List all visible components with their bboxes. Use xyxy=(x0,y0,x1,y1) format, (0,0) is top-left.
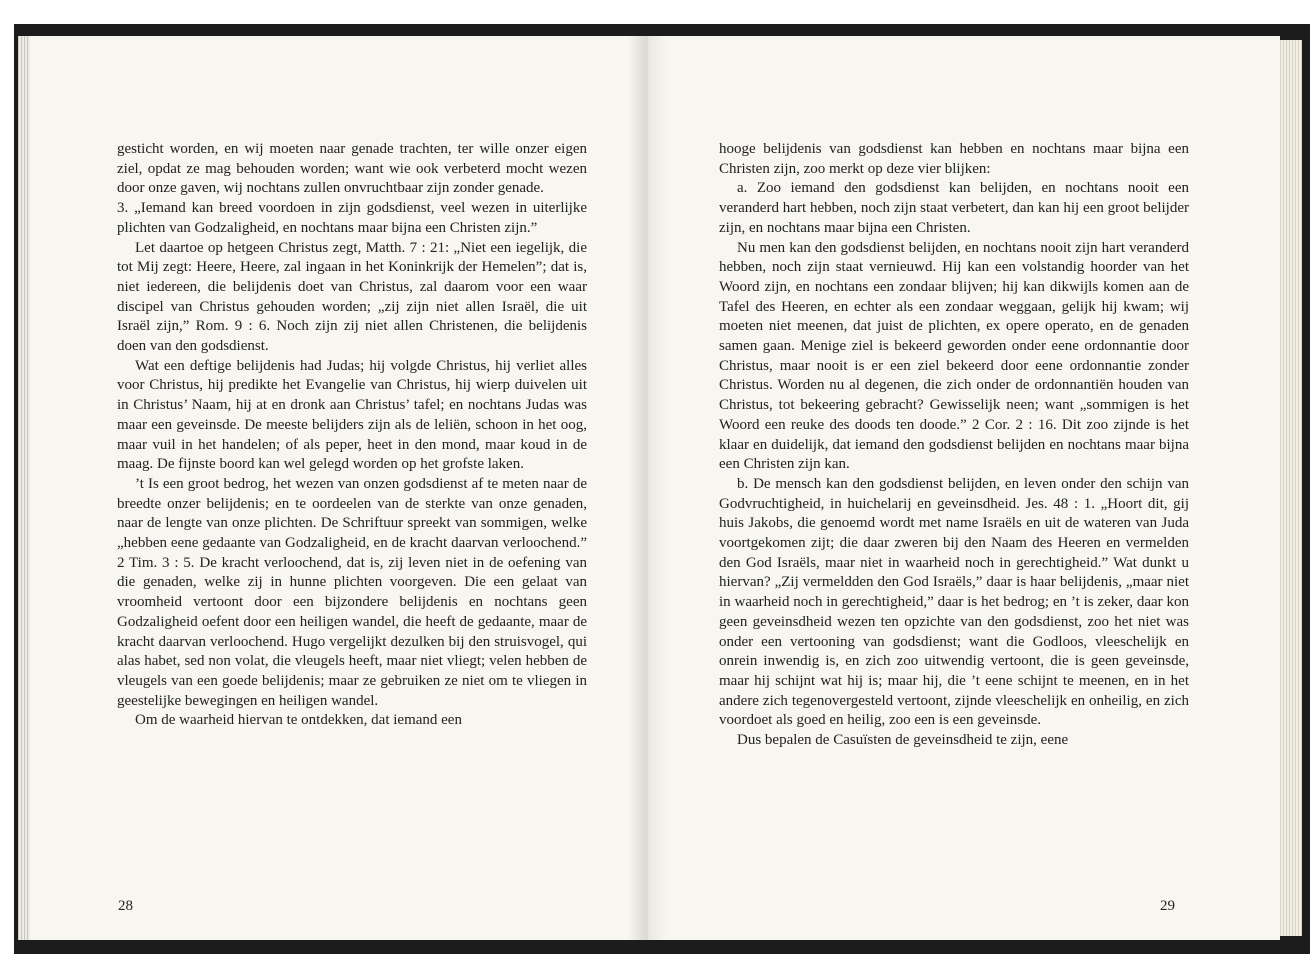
page-number: 28 xyxy=(118,898,133,914)
paragraph: hooge belijdenis van godsdienst kan hebben en nochtans maar bijna een Christen zijn, zoo merkt op deze vier blijken: xyxy=(719,141,1189,177)
left-page-text xyxy=(117,140,587,731)
paragraph: a. Zoo iemand den godsdienst kan belijden, en nochtans nooit een veranderd hart hebben, noch zijn staat verbetert, dan kan hij een groot belijder zijn, en nochtans maar bijna een Christen. xyxy=(719,180,1189,236)
paragraph: Dus bepalen de Casuïsten de geveinsdheid te zijn, eene xyxy=(737,732,1069,749)
left-page-edges xyxy=(18,36,30,940)
paragraph: Nu men kan den godsdienst belijden, en nochtans nooit zijn hart veranderd hebben, noch zijn staat vernieuwd. Hij kan een volstandig hoorder van het Woord zijn, en nochtans een zondaar blijven; hij kan dikwijls komen aan de Tafel des Heeren, en echter als een zondaar weggaan, gelijk hij kwam; wij moeten niet meenen, dat juist de plichten, ex opere operato, en de genaden samen gaan. Menige ziel is bekeerd geworden onder eene ordonnantie door Christus, maar nooit is er een ziel bekeerd door eene ordonnantie zonder Christus. Worden nu al degenen, die zich onder de ordonnantiën houden van Christus, tot bekeering gebracht? Gewisselijk neen; want „sommigen is het Woord een reuke des doods ten doode.” 2 Cor. 2 : 16. Dit zoo zijnde is het klaar en duidelijk, dat iemand den godsdienst belijden en nochtans maar bijna een Christen zijn kan. xyxy=(719,239,1189,473)
page-number: 29 xyxy=(1160,898,1175,914)
right-page xyxy=(648,36,1280,940)
left-page xyxy=(30,36,648,940)
paragraph: 3. „Iemand kan breed voordoen in zijn godsdienst, veel wezen in uiterlijke plichten van Godzaligheid, en nochtans maar bijna een Christen zijn.” xyxy=(117,200,587,236)
paragraph: gesticht worden, en wij moeten naar genade trachten, ter wille onzer eigen ziel, opdat ze mag behouden worden; want wie ook verbeterd mocht wezen door onze gaven, wij nochtans zullen onvruchtbaar zijn zonder genade. xyxy=(117,141,587,197)
paragraph: Om de waarheid hiervan te ontdekken, dat iemand een xyxy=(135,712,462,729)
right-page-text xyxy=(719,140,1189,751)
right-page-edges xyxy=(1280,40,1302,936)
paragraph: b. De mensch kan den godsdienst belijden, en leven onder den schijn van Godvruchtigheid, in huichelarij en geveinsdheid. Jes. 48 : 1. „Hoort dit, gij huis Jakobs, die genoemd wordt met name Israëls en uit de wateren van Juda voortgekomen zijt; die daar zweren bij den Naam des Heeren en vermelden den God Israëls, maar niet in waarheid noch in gerechtigheid.” Wat dunkt u hiervan? „Zij vermeldden den God Israëls,” daar is haar belijdenis, „maar niet in waarheid noch in gerechtigheid,” daar is het bedrog; en ’t is zeker, daar kon geen geveinsdheid wezen ten opzichte van den godsdienst, zoo het niet was onder een vertooning van godsdienst; want die Godloos, vleeschelijk en onrein inwendig is, en zich zoo uitwendig vertoont, die is geen geveinsde, maar hij schijnt wat hij is; maar hij, die ’t eene schijnt te meenen, en in het andere zich tegenovergesteld vertoont, zijnde vleeschelijk en onheilig, en zich voordoet als goed en heilig, zoo een is een geveinsde. xyxy=(719,475,1189,729)
paragraph: Wat een deftige belijdenis had Judas; hij volgde Christus, hij verliet alles voor Christus, hij predikte het Evangelie van Christus, hij wierp duivelen uit in Christus’ Naam, hij at en dronk aan Christus’ tafel; en nochtans Judas was maar een geveinsde. De meeste belijders zijn als de leliën, schoon in het oog, maar vuil in het handelen; of als peper, heet in den mond, maar koud in de maag. De fijnste boord kan wel gelegd worden op het grofste laken. xyxy=(117,357,587,473)
paragraph: Let daartoe op hetgeen Christus zegt, Matth. 7 : 21: „Niet een iegelijk, die tot Mij zegt: Heere, Heere, zal ingaan in het Koninkrijk der Hemelen”; dat is, niet iedereen, die belijdenis doet van Christus, zal daarom voor een waar discipel van Christus gehouden worden; „zij zijn niet allen Israël, die uit Israël zijn,” Rom. 9 : 6. Noch zijn zij niet allen Christenen, die belijdenis doen van den godsdienst. xyxy=(117,239,587,355)
paragraph: ’t Is een groot bedrog, het wezen van onzen godsdienst af te meten naar de breedte onzer belijdenis; en te oordeelen van de sterkte van onze genaden, naar de lengte van onze plichten. De Schriftuur spreekt van sommigen, welke „hebben eene gedaante van Godzaligheid, en de kracht daarvan verloochend.” 2 Tim. 3 : 5. De kracht verloochend, dat is, zij leven niet in de oefening van die genaden, welke zij in hunne plichten voorgeven. Die een gelaat van vroomheid vertoont door een bijzondere belijdenis en nochtans geen Godzaligheid oefent door een heiligen wandel, die heeft de gedaante, maar de kracht daarvan verloochend. Hugo vergelijkt dezulken bij den struisvogel, qui alas habet, sed non volat, die vleugels heeft, maar niet vliegt; velen hebben de vleugels van een goede belijdenis; maar ze gebruiken ze niet om te vliegen in geestelijke bewegingen en heiligen wandel. xyxy=(117,475,587,709)
